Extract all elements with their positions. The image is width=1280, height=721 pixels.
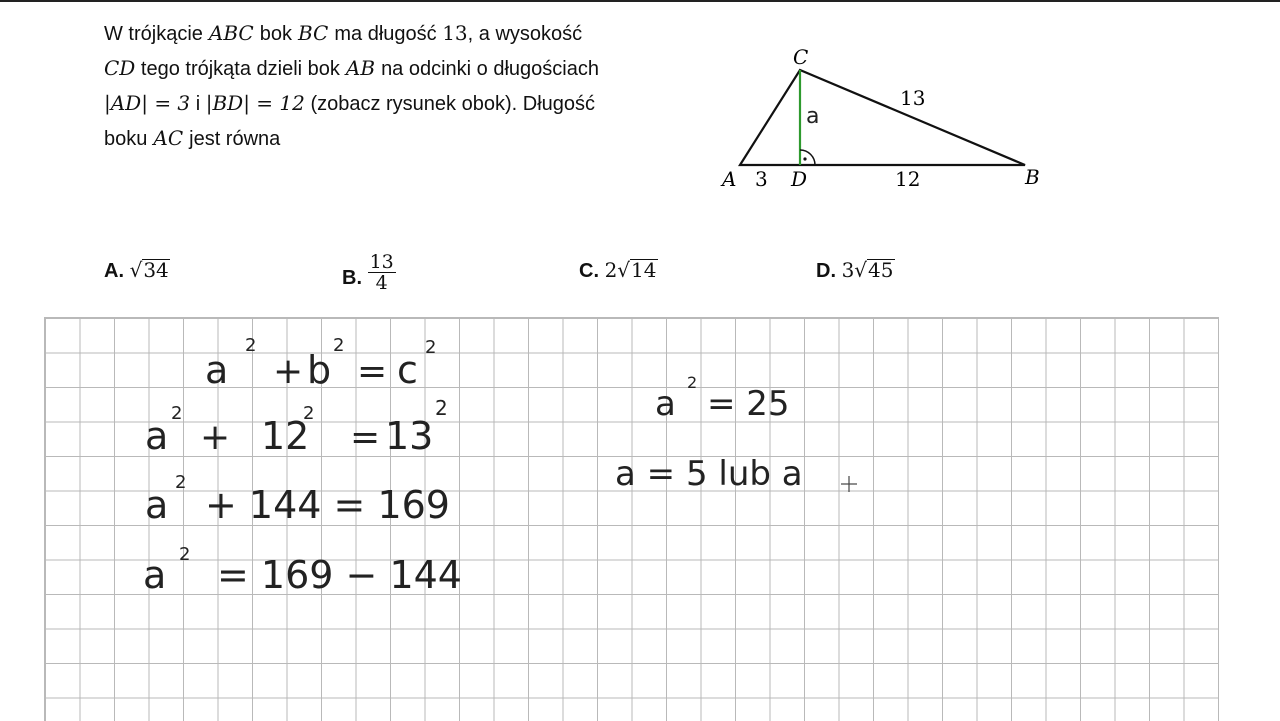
fraction-numerator: 13 <box>369 251 394 273</box>
math-13: 13 <box>442 21 468 45</box>
hw-text: = 169 − 144 <box>217 553 462 597</box>
hw-exponent: 2 <box>687 373 698 392</box>
length-ad-label: 3 <box>755 167 768 191</box>
hw-text: 12 <box>261 414 310 458</box>
hw-text: b <box>307 348 332 392</box>
answer-b[interactable] <box>342 251 396 299</box>
hw-text: 13 <box>385 414 434 458</box>
hw-text: a = 5 lub a <box>615 454 803 494</box>
hw-text: + <box>273 351 304 392</box>
hw-exponent: 2 <box>303 403 315 424</box>
text-fragment: boku <box>104 128 148 150</box>
answer-c[interactable] <box>579 258 658 283</box>
vertex-a-label: A <box>722 167 737 191</box>
coefficient: 2 <box>604 258 618 282</box>
radicand: 34 <box>143 258 169 282</box>
length-db-label: 12 <box>895 167 921 191</box>
text-fragment: tego trójkąta dzieli bok <box>140 58 340 80</box>
hw-text: + 144 = 169 <box>205 483 450 527</box>
top-rule <box>0 0 1280 2</box>
text-fragment: bok <box>259 23 292 45</box>
hw-exponent: 2 <box>171 403 183 424</box>
answer-choices <box>0 240 1280 300</box>
hw-text: a <box>145 483 169 527</box>
vertex-d-label: D <box>791 167 808 191</box>
answer-value: 2√14 <box>604 258 657 282</box>
text-fragment: jest równa <box>189 128 281 150</box>
math-bc: BC <box>297 21 329 45</box>
fraction-denominator: 4 <box>375 272 388 294</box>
math-cd: CD <box>104 56 136 80</box>
answer-d[interactable] <box>816 258 895 283</box>
hw-text: + <box>200 417 231 458</box>
answer-fraction <box>368 252 396 293</box>
hw-text: a <box>655 384 676 424</box>
radicand: 14 <box>631 258 657 282</box>
math-ad-eq: |AD| = 3 <box>104 91 191 115</box>
vertex-c-label: C <box>793 45 809 69</box>
hw-exponent: 2 <box>435 396 448 420</box>
length-bc-label: 13 <box>900 86 926 110</box>
grid-paper <box>44 317 1219 721</box>
text-fragment: (zobacz rysunek obok). Długość <box>310 93 596 115</box>
hw-text: c <box>397 348 418 392</box>
math-abc: ABC <box>208 21 254 45</box>
hw-exponent: 2 <box>425 337 437 358</box>
coefficient: 3 <box>841 258 855 282</box>
answer-value: √34 <box>129 258 169 282</box>
answer-letter: A. <box>104 260 124 282</box>
right-angle-mark <box>800 150 815 165</box>
hw-text: a <box>143 553 167 597</box>
hw-exponent: 2 <box>179 544 191 565</box>
handwriting-layer <box>45 318 1218 721</box>
hw-text: = 25 <box>707 384 790 424</box>
text-fragment: , a wysokość <box>467 23 583 45</box>
answer-value: 3√45 <box>841 258 894 282</box>
hw-text: a <box>205 348 229 392</box>
math-ab: AB <box>345 56 376 80</box>
hw-text: = <box>357 351 388 392</box>
answer-a[interactable] <box>104 258 170 283</box>
hw-exponent: 2 <box>175 472 187 493</box>
problem-text <box>104 16 679 156</box>
math-bd-eq: |BD| = 12 <box>205 91 305 115</box>
right-angle-dot <box>803 157 806 160</box>
answer-letter: C. <box>579 260 599 282</box>
triangle-shape <box>740 70 1025 165</box>
answer-letter: B. <box>342 266 362 289</box>
hw-exponent: 2 <box>245 335 257 356</box>
hw-text: = <box>350 417 381 458</box>
text-fragment: i <box>195 93 201 115</box>
triangle-figure <box>715 40 1060 200</box>
radicand: 45 <box>868 258 894 282</box>
text-fragment: na odcinki o długościach <box>381 58 599 80</box>
answer-letter: D. <box>816 260 836 282</box>
crosshair-cursor-icon <box>841 476 857 492</box>
height-label: a <box>806 104 820 129</box>
math-ac: AC <box>153 126 184 150</box>
hw-text: a <box>145 414 169 458</box>
text-fragment: ma długość <box>334 23 437 45</box>
text-fragment: W trójkącie <box>104 23 203 45</box>
vertex-b-label: B <box>1025 165 1040 189</box>
hw-exponent: 2 <box>333 335 345 356</box>
